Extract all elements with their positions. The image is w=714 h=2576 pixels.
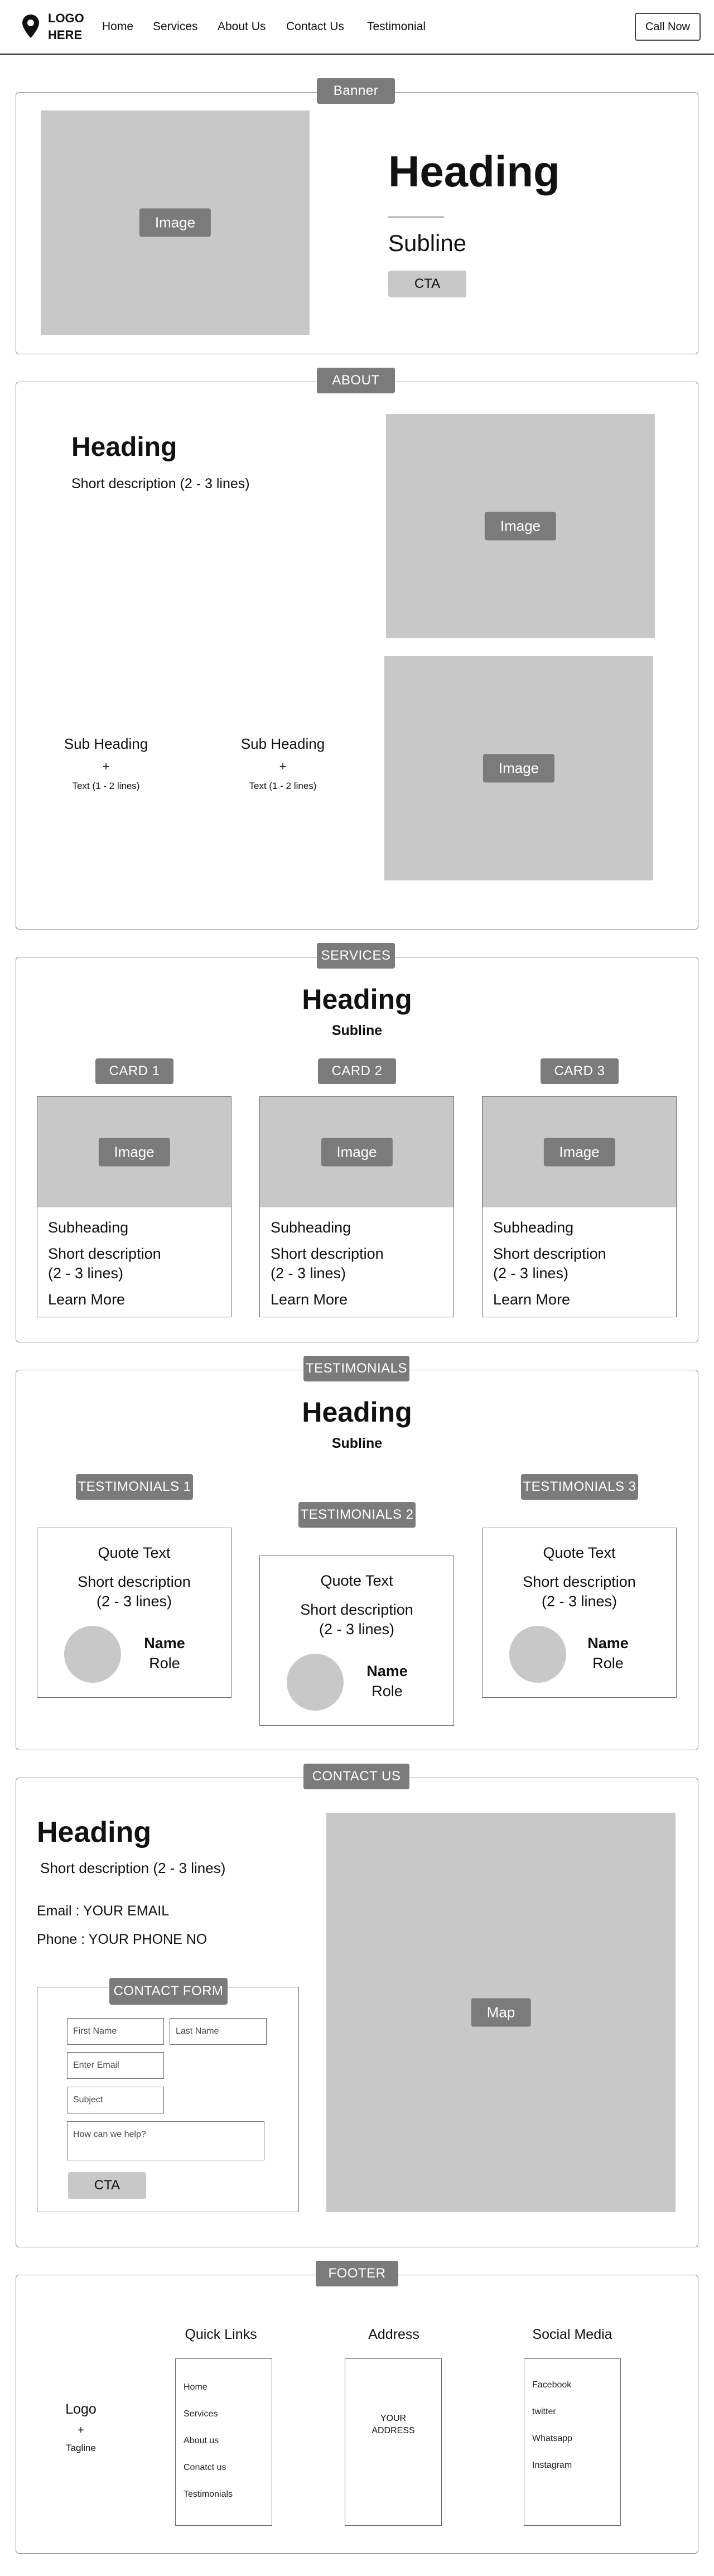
quick-links-title: Quick Links: [185, 2327, 257, 2342]
footer-tag: FOOTER: [316, 2261, 398, 2286]
testimonial-2-desc-1: Short description: [300, 1601, 413, 1618]
contact-map[interactable]: [326, 1813, 676, 2212]
footer-logo[interactable]: Logo: [65, 2401, 97, 2417]
card-1-image: [37, 1097, 231, 1207]
testimonial-3-desc-2: (2 - 3 lines): [541, 1593, 617, 1610]
footer-link-services[interactable]: Services: [184, 2409, 218, 2419]
contact-submit-button[interactable]: CTA: [68, 2172, 146, 2199]
nav-link-about[interactable]: About Us: [218, 20, 266, 33]
testimonial-1-desc-2: (2 - 3 lines): [96, 1593, 172, 1610]
card-2-image-label: Image: [321, 1138, 392, 1167]
about-feature-1-title: Sub Heading: [64, 735, 148, 752]
testimonial-2-tag: TESTIMONIALS 2: [298, 1502, 416, 1528]
footer-link-about[interactable]: About us: [184, 2436, 219, 2445]
testimonial-2-role: Role: [372, 1683, 403, 1699]
card-3-learn-more-link[interactable]: Learn More: [493, 1291, 571, 1308]
logo-text[interactable]: [48, 10, 84, 44]
card-1-subheading: Subheading: [48, 1219, 129, 1236]
testimonials-subline: Subline: [331, 1436, 383, 1451]
about-feature-1: [50, 735, 162, 792]
footer-logo-block: [50, 2401, 112, 2454]
contact-heading: Heading: [37, 1816, 152, 1848]
testimonial-3-role: Role: [592, 1655, 624, 1672]
top-nav: [0, 0, 714, 55]
banner-image: [41, 110, 310, 335]
testimonial-2-quote: Quote Text: [320, 1572, 393, 1589]
testimonial-1-tag: TESTIMONIALS 1: [76, 1474, 193, 1500]
testimonial-3-name: Name: [587, 1635, 629, 1651]
testimonial-2-avatar: [287, 1654, 344, 1711]
banner-subline: Subline: [388, 230, 467, 256]
contact-phone: Phone : YOUR PHONE NO: [37, 1932, 208, 1947]
about-feature-2-title: Sub Heading: [240, 735, 325, 752]
email-field[interactable]: Enter Email: [67, 2052, 164, 2079]
social-link-whatsapp[interactable]: Whatsapp: [532, 2434, 573, 2443]
testimonial-1-role: Role: [149, 1655, 180, 1672]
testimonial-3-quote: Quote Text: [543, 1544, 616, 1561]
contact-form-tag: CONTACT FORM: [109, 1978, 228, 2005]
testimonial-1-name: Name: [144, 1635, 185, 1651]
address-text: [345, 2413, 441, 2437]
footer-link-home[interactable]: Home: [184, 2382, 208, 2392]
testimonial-1-desc-1: Short description: [78, 1573, 191, 1590]
services-tag: SERVICES: [317, 943, 395, 969]
social-link-facebook[interactable]: Facebook: [532, 2380, 572, 2390]
testimonials-tag: TESTIMONIALS: [303, 1356, 409, 1381]
testimonial-3-desc-1: Short description: [523, 1573, 636, 1590]
nav-link-contact[interactable]: Contact Us: [286, 20, 344, 33]
testimonial-1-quote: Quote Text: [98, 1544, 171, 1561]
address-box: [345, 2358, 442, 2526]
about-image-1-label: Image: [485, 512, 556, 541]
banner-cta-button[interactable]: CTA: [388, 271, 466, 297]
address-title: Address: [368, 2327, 419, 2342]
footer-tagline: Tagline: [66, 2443, 96, 2453]
card-3-image: [483, 1097, 676, 1207]
social-media-box: [524, 2358, 621, 2526]
card-3-desc-1: Short description: [493, 1245, 606, 1262]
card-3-image-label: Image: [543, 1138, 615, 1167]
footer-plus: +: [78, 2424, 84, 2437]
card-3-subheading: Subheading: [493, 1219, 574, 1236]
card-2-desc-2: (2 - 3 lines): [271, 1265, 346, 1282]
call-now-button[interactable]: Call Now: [635, 13, 701, 41]
nav-link-services[interactable]: Services: [153, 20, 198, 33]
card-3-desc-2: (2 - 3 lines): [493, 1265, 569, 1282]
last-name-field[interactable]: Last Name: [170, 2018, 267, 2045]
social-media-title: Social Media: [532, 2327, 612, 2342]
banner-tag: Banner: [317, 78, 395, 104]
testimonial-3-tag: TESTIMONIALS 3: [521, 1474, 638, 1500]
quick-links-box: [175, 2358, 272, 2526]
card-2-desc-1: Short description: [271, 1245, 384, 1262]
about-description: Short description (2 - 3 lines): [71, 476, 250, 492]
about-image-2: [384, 656, 653, 880]
social-link-twitter[interactable]: twitter: [532, 2407, 556, 2416]
card-2-learn-more-link[interactable]: Learn More: [271, 1291, 348, 1308]
about-feature-2: [227, 735, 339, 792]
card-1-tag: CARD 1: [95, 1058, 173, 1084]
card-1-desc-1: Short description: [48, 1245, 161, 1262]
services-subline: Subline: [331, 1023, 383, 1038]
footer-link-contact[interactable]: Conatct us: [184, 2463, 226, 2472]
social-link-instagram[interactable]: Instagram: [532, 2461, 572, 2470]
testimonial-2-name: Name: [366, 1663, 408, 1679]
footer-link-testimonials[interactable]: Testimonials: [184, 2490, 233, 2499]
address-line-2: ADDRESS: [372, 2426, 415, 2435]
about-feature-2-plus: +: [279, 759, 287, 773]
testimonial-3-avatar: [509, 1626, 566, 1683]
about-feature-1-text: Text (1 - 2 lines): [72, 781, 140, 791]
banner-image-label: Image: [139, 209, 211, 237]
card-1-image-label: Image: [98, 1138, 170, 1167]
card-2-image: [260, 1097, 454, 1207]
card-1-learn-more-link[interactable]: Learn More: [48, 1291, 126, 1308]
nav-link-home[interactable]: Home: [102, 20, 134, 33]
first-name-field[interactable]: First Name: [67, 2018, 164, 2045]
logo-line-2: HERE: [48, 28, 83, 42]
about-image-1: [386, 414, 655, 638]
card-2-subheading: Subheading: [271, 1219, 351, 1236]
testimonial-2-desc-2: (2 - 3 lines): [319, 1621, 395, 1638]
contact-email: Email : YOUR EMAIL: [37, 1903, 170, 1919]
banner-divider: [388, 216, 444, 218]
location-pin-icon: [21, 13, 40, 39]
card-2-tag: CARD 2: [318, 1058, 396, 1084]
testimonial-1-avatar: [64, 1626, 121, 1683]
subject-field[interactable]: Subject: [67, 2087, 164, 2113]
message-field[interactable]: How can we help?: [67, 2121, 264, 2160]
address-line-1: YOUR: [380, 2414, 407, 2423]
about-tag: ABOUT: [317, 368, 395, 393]
card-1-desc-2: (2 - 3 lines): [48, 1265, 124, 1282]
about-image-2-label: Image: [483, 754, 554, 783]
contact-tag: CONTACT US: [303, 1764, 409, 1789]
services-heading: Heading: [302, 984, 412, 1015]
about-heading: Heading: [71, 432, 177, 462]
nav-link-testimonial[interactable]: Testimonial: [367, 20, 426, 33]
banner-heading: Heading: [388, 147, 560, 196]
map-label: Map: [471, 1999, 531, 2027]
card-3-tag: CARD 3: [541, 1058, 619, 1084]
contact-description: Short description (2 - 3 lines): [40, 1860, 226, 1876]
about-feature-1-plus: +: [102, 759, 110, 773]
about-feature-2-text: Text (1 - 2 lines): [249, 781, 317, 791]
logo-line-1: LOGO: [48, 11, 84, 25]
testimonials-heading: Heading: [302, 1397, 412, 1428]
